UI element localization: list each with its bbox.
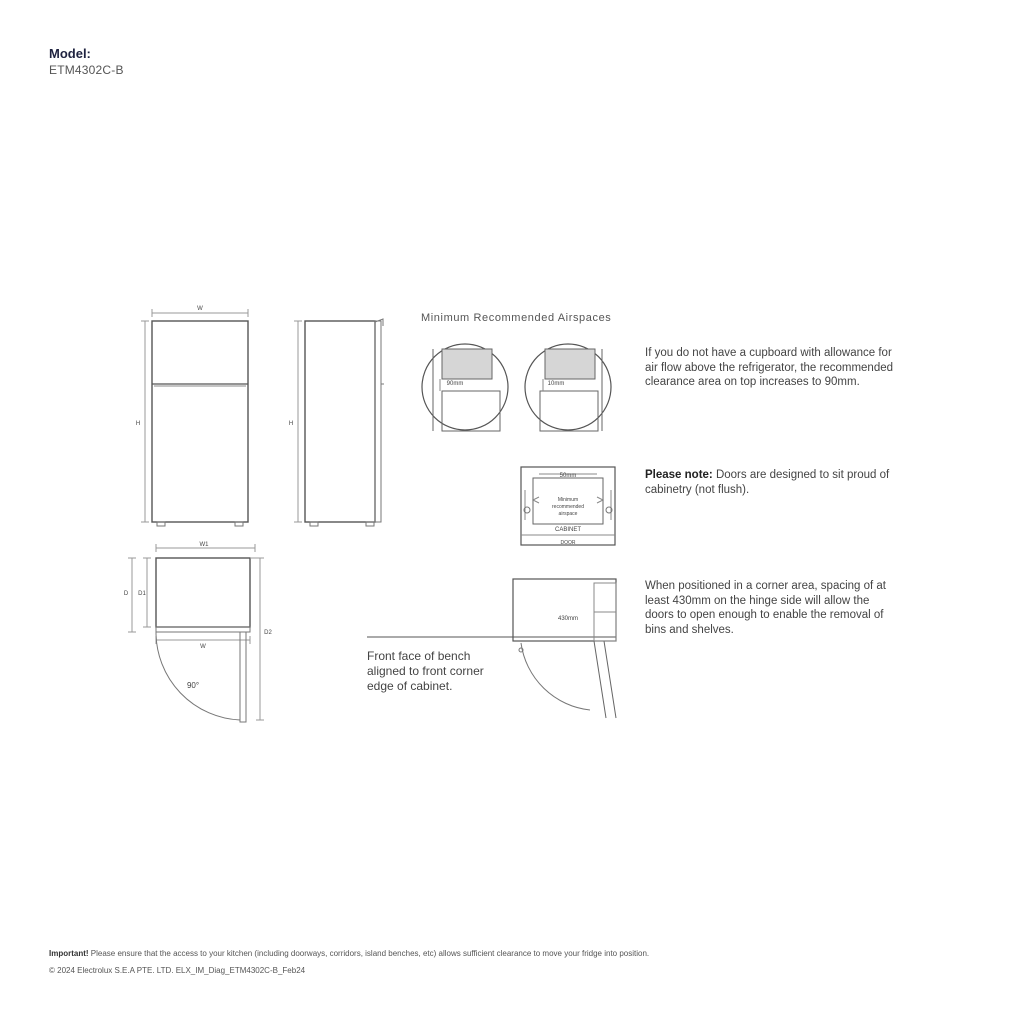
airspaces-heading: Minimum Recommended Airspaces xyxy=(421,312,612,324)
front-view xyxy=(141,309,248,526)
airspace-circle-right xyxy=(525,344,611,431)
cabinet-inner-label-1: Minimum xyxy=(557,497,579,503)
cabinet-label: CABINET xyxy=(554,527,582,533)
door-angle-label: 90° xyxy=(186,681,200,690)
cabinet-inner-label-2: recommended xyxy=(552,504,584,510)
corner-note: When positioned in a corner area, spacing of at least 430mm on the hinge side will allow the doors to open enough to enable the removal of bins and shelves. xyxy=(645,580,887,636)
cabinet-inner-label-3: airspace xyxy=(558,511,578,517)
important-note xyxy=(49,949,649,958)
bench-note: Front face of bench aligned to front corner edge of cabinet. xyxy=(367,649,484,693)
cabinet-note-bold: Please note: xyxy=(645,469,713,481)
front-width-label: W xyxy=(197,306,203,312)
side-view xyxy=(294,319,384,526)
model-number: ETM4302C-B xyxy=(49,63,124,77)
copyright: © 2024 Electrolux S.E.A PTE. LTD. ELX_IM_Diag_ETM4302C-B_Feb24 xyxy=(49,966,306,975)
plan-width-w1-label: W1 xyxy=(199,542,209,548)
circle-left-label: 90mm xyxy=(446,381,464,387)
cabinet-note xyxy=(645,468,895,497)
plan-depth-d1-label: D1 xyxy=(138,591,146,597)
plan-depth-d-label: D xyxy=(123,591,129,597)
airspace-circle-left xyxy=(422,344,508,431)
top-clearance-note: If you do not have a cupboard with allowance for air flow above the refrigerator, the recommended clearance area on top increases to 90mm. xyxy=(645,347,894,388)
side-height-label: H xyxy=(288,421,294,427)
front-height-label: H xyxy=(135,421,141,427)
plan-width-w-label: W xyxy=(200,644,206,650)
circle-right-label: 10mm xyxy=(547,381,565,387)
cabinet-top-label: 50mm xyxy=(559,473,577,479)
important-text: Please ensure that the access to your kitchen (including doorways, corridors, island benches, etc) allows sufficient clearance to move your fridge into position. xyxy=(88,949,650,958)
cabinet-note-text: Doors are designed to sit proud of cabinetry (not flush). xyxy=(645,469,890,496)
door-label: DOOR xyxy=(560,540,576,546)
corner-spacing-label: 430mm xyxy=(557,616,579,622)
model-label: Model: xyxy=(49,46,91,61)
plan-depth-d2-label: D2 xyxy=(264,630,272,636)
plan-view xyxy=(128,544,264,722)
important-bold: Important! xyxy=(49,949,89,958)
